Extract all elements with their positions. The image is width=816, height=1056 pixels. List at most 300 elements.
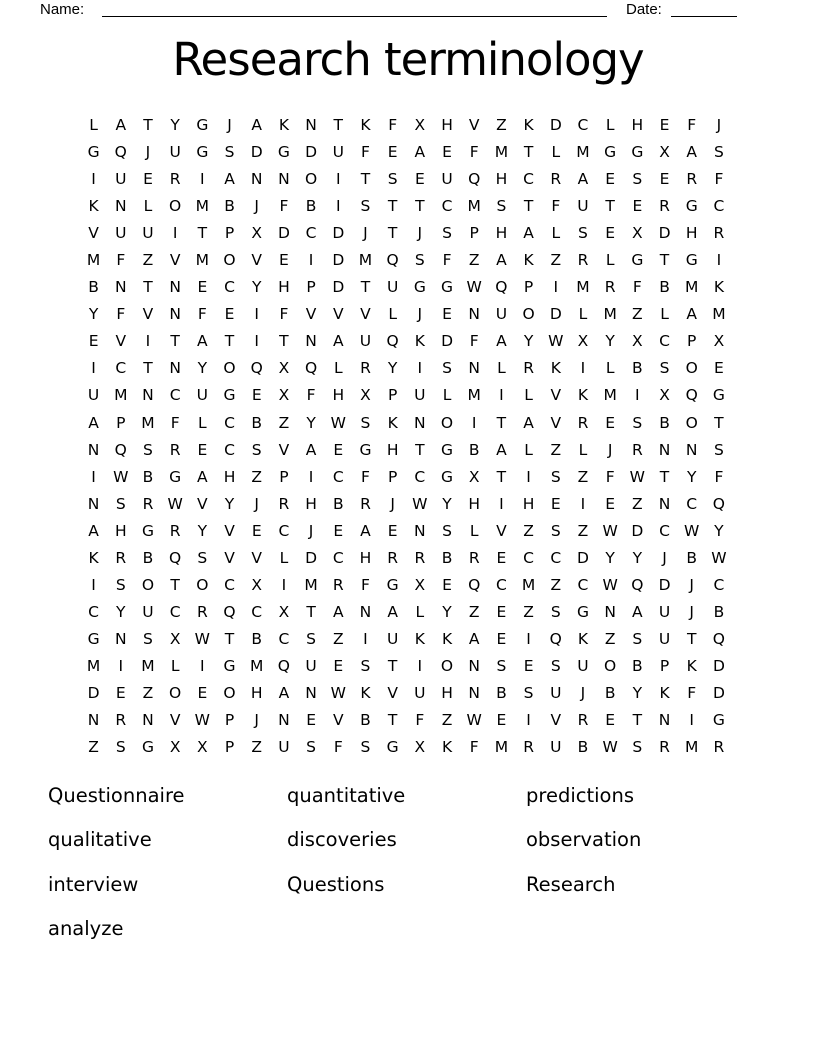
grid-cell: X: [360, 386, 371, 405]
grid-cell: G: [712, 711, 725, 730]
grid-cell: B: [659, 413, 670, 432]
grid-cell: L: [279, 548, 289, 567]
grid-cell: T: [279, 332, 289, 351]
grid-cell: S: [550, 602, 561, 621]
grid-cell: C: [523, 170, 534, 189]
grid-cell: O: [440, 656, 454, 675]
grid-cell: G: [169, 467, 182, 486]
grid-cell: M: [195, 251, 210, 270]
grid-cell: A: [115, 116, 127, 134]
grid-cell: Z: [577, 467, 589, 486]
grid-cell: N: [658, 440, 671, 459]
grid-cell: Y: [251, 278, 262, 297]
word-list-item: Research: [526, 872, 616, 896]
grid-cell: T: [197, 224, 208, 243]
grid-cell: K: [414, 332, 425, 351]
grid-cell: Y: [306, 413, 316, 432]
grid-cell: T: [659, 467, 670, 486]
grid-cell: N: [305, 116, 317, 134]
grid-cell: V: [305, 305, 317, 324]
grid-cell: C: [332, 467, 344, 486]
grid-cell: C: [523, 548, 534, 567]
grid-cell: I: [254, 332, 259, 351]
name-blank-line[interactable]: [102, 0, 607, 17]
grid-cell: B: [360, 711, 371, 730]
grid-cell: U: [196, 386, 209, 405]
grid-cell: H: [685, 224, 698, 243]
grid-cell: A: [224, 170, 235, 189]
grid-cell: I: [526, 467, 531, 486]
grid-cell: F: [361, 143, 370, 162]
grid-row: [80, 734, 733, 761]
grid-cell: P: [659, 656, 670, 675]
grid-cell: V: [360, 305, 371, 324]
grid-cell: D: [277, 224, 290, 243]
grid-cell: L: [469, 521, 479, 540]
grid-cell: T: [333, 116, 344, 134]
grid-cell: G: [413, 278, 426, 297]
grid-cell: V: [387, 683, 398, 702]
word-list-column: [287, 774, 405, 907]
grid-cell: E: [550, 494, 561, 513]
grid-cell: E: [279, 251, 289, 270]
grid-cell: R: [169, 170, 181, 189]
grid-cell: F: [714, 170, 724, 189]
grid-cell: U: [658, 602, 671, 621]
grid-cell: F: [469, 143, 479, 162]
grid-cell: K: [278, 116, 289, 134]
grid-cell: A: [414, 143, 426, 162]
grid-cell: I: [689, 711, 694, 730]
grid-cell: A: [278, 683, 290, 702]
grid-cell: H: [332, 386, 345, 405]
grid-cell: V: [332, 711, 344, 730]
grid-cell: E: [714, 359, 724, 378]
grid-cell: U: [87, 386, 100, 405]
grid-cell: R: [360, 359, 371, 378]
grid-cell: A: [88, 413, 99, 432]
grid-cell: U: [577, 656, 589, 675]
grid-cell: W: [602, 738, 618, 757]
grid-cell: I: [580, 494, 586, 513]
grid-cell: F: [279, 197, 289, 216]
grid-cell: B: [441, 548, 453, 567]
grid-cell: R: [550, 170, 562, 189]
grid-cell: E: [659, 116, 670, 134]
grid-cell: R: [631, 440, 643, 459]
grid-cell: R: [278, 494, 290, 513]
grid-cell: A: [632, 602, 643, 621]
grid-cell: P: [523, 278, 534, 297]
grid-cell: S: [115, 494, 126, 513]
grid-cell: Q: [114, 143, 127, 162]
date-blank-line[interactable]: [671, 0, 737, 17]
grid-cell: U: [359, 332, 372, 351]
grid-cell: F: [469, 738, 479, 757]
grid-cell: J: [580, 683, 586, 702]
grid-cell: R: [659, 738, 670, 757]
grid-cell: B: [251, 629, 263, 648]
grid-cell: T: [170, 332, 180, 351]
grid-cell: A: [387, 602, 398, 621]
grid-cell: Q: [712, 494, 725, 513]
grid-cell: D: [631, 521, 644, 540]
grid-cell: G: [441, 278, 454, 297]
grid-cell: M: [86, 656, 101, 675]
grid-cell: R: [387, 548, 399, 567]
grid-cell: I: [417, 359, 423, 378]
grid-cell: A: [577, 170, 589, 189]
grid-cell: D: [658, 575, 671, 594]
grid-cell: L: [551, 143, 561, 162]
grid-cell: C: [686, 494, 698, 513]
grid-cell: W: [602, 521, 618, 540]
grid-cell: K: [360, 683, 371, 702]
grid-cell: N: [169, 278, 181, 297]
grid-cell: R: [713, 224, 725, 243]
grid-cell: Z: [604, 629, 616, 648]
grid-cell: L: [524, 440, 533, 459]
grid-cell: S: [550, 656, 561, 675]
grid-cell: E: [333, 521, 344, 540]
grid-cell: S: [442, 521, 452, 540]
word-list-column: [526, 774, 641, 907]
grid-cell: B: [713, 602, 725, 621]
grid-cell: O: [141, 575, 155, 594]
grid-cell: E: [605, 170, 616, 189]
grid-cell: E: [605, 224, 616, 243]
grid-cell: Z: [523, 521, 534, 540]
grid-cell: V: [88, 224, 99, 243]
grid-cell: U: [305, 656, 317, 675]
grid-cell: L: [89, 116, 98, 134]
grid-cell: H: [359, 548, 372, 567]
grid-cell: L: [198, 413, 207, 432]
grid-cell: I: [363, 629, 368, 648]
grid-cell: K: [550, 359, 561, 378]
grid-cell: V: [251, 548, 263, 567]
grid-cell: O: [223, 359, 236, 378]
grid-cell: R: [196, 602, 208, 621]
grid-cell: A: [360, 521, 371, 540]
grid-cell: W: [629, 467, 645, 486]
grid-cell: I: [716, 251, 722, 270]
grid-cell: E: [333, 656, 344, 675]
grid-cell: Y: [523, 332, 534, 351]
grid-cell: H: [468, 494, 481, 513]
grid-cell: R: [332, 575, 344, 594]
grid-cell: L: [524, 386, 533, 405]
grid-cell: S: [632, 413, 643, 432]
grid-row: [80, 139, 733, 166]
grid-cell: Y: [197, 521, 208, 540]
grid-cell: T: [605, 197, 615, 216]
grid-cell: S: [550, 521, 561, 540]
grid-cell: E: [442, 143, 452, 162]
grid-cell: Z: [142, 683, 154, 702]
grid-cell: U: [414, 683, 426, 702]
grid-cell: E: [442, 305, 452, 324]
grid-cell: S: [251, 440, 262, 459]
grid-cell: B: [305, 197, 317, 216]
grid-cell: E: [251, 521, 262, 540]
grid-cell: U: [441, 170, 453, 189]
grid-cell: C: [414, 467, 426, 486]
grid-cell: A: [197, 467, 208, 486]
grid-cell: E: [496, 711, 507, 730]
grid-cell: R: [523, 738, 534, 757]
grid-cell: J: [254, 197, 259, 216]
grid-cell: J: [662, 548, 667, 567]
grid-cell: Q: [468, 170, 481, 189]
grid-cell: W: [194, 711, 210, 730]
grid-cell: B: [251, 413, 263, 432]
grid-cell: Q: [631, 575, 644, 594]
grid-cell: U: [550, 738, 562, 757]
grid-cell: G: [87, 143, 100, 162]
grid-cell: X: [414, 116, 426, 134]
grid-cell: T: [360, 170, 371, 189]
grid-cell: X: [414, 738, 426, 757]
grid-cell: K: [88, 197, 99, 216]
grid-cell: H: [631, 116, 644, 134]
grid-cell: R: [604, 278, 616, 297]
grid-cell: C: [278, 629, 290, 648]
grid-cell: F: [687, 116, 697, 134]
grid-cell: Z: [278, 413, 290, 432]
grid-cell: M: [141, 656, 155, 675]
grid-cell: A: [197, 332, 208, 351]
grid-cell: G: [685, 197, 698, 216]
grid-cell: G: [141, 738, 154, 757]
grid-cell: J: [417, 305, 423, 324]
grid-cell: I: [499, 386, 504, 405]
grid-cell: W: [466, 278, 482, 297]
grid-cell: T: [496, 467, 507, 486]
grid-cell: Q: [495, 278, 508, 297]
grid-cell: H: [223, 467, 236, 486]
grid-cell: Z: [468, 602, 480, 621]
grid-cell: L: [605, 359, 615, 378]
grid-cell: T: [686, 629, 697, 648]
grid-cell: W: [330, 683, 346, 702]
grid-cell: M: [603, 305, 617, 324]
grid-cell: G: [223, 656, 236, 675]
grid-cell: S: [360, 197, 371, 216]
grid-row: [80, 382, 733, 409]
grid-cell: I: [335, 170, 341, 189]
grid-cell: L: [143, 197, 153, 216]
grid-cell: Q: [549, 629, 562, 648]
grid-cell: B: [632, 359, 643, 378]
grid-cell: M: [195, 197, 210, 216]
grid-cell: D: [305, 143, 318, 162]
grid-cell: Y: [605, 332, 615, 351]
grid-cell: X: [659, 386, 670, 405]
grid-cell: S: [550, 467, 561, 486]
grid-cell: K: [360, 116, 371, 134]
grid-cell: I: [145, 332, 151, 351]
grid-cell: V: [224, 521, 235, 540]
grid-cell: R: [142, 494, 154, 513]
grid-cell: E: [224, 305, 235, 324]
grid-cell: G: [386, 738, 399, 757]
grid-cell: O: [604, 656, 617, 675]
grid-cell: G: [685, 251, 698, 270]
grid-cell: U: [658, 629, 671, 648]
grid-cell: L: [497, 359, 506, 378]
grid-cell: S: [442, 224, 452, 243]
grid-cell: Y: [714, 521, 724, 540]
grid-cell: Y: [605, 548, 615, 567]
grid-cell: E: [88, 332, 99, 351]
grid-cell: P: [687, 332, 697, 351]
grid-cell: E: [605, 413, 616, 432]
grid-row: [80, 599, 733, 626]
grid-cell: Z: [577, 521, 589, 540]
grid-cell: S: [632, 738, 643, 757]
grid-cell: U: [495, 305, 508, 324]
puzzle-title: Research terminology: [172, 33, 644, 86]
grid-row: [80, 626, 733, 653]
grid-cell: A: [686, 143, 698, 162]
grid-cell: A: [523, 413, 534, 432]
grid-cell: J: [417, 224, 423, 243]
grid-cell: Q: [386, 251, 399, 270]
grid-cell: W: [412, 494, 428, 513]
grid-cell: T: [415, 440, 425, 459]
grid-cell: S: [659, 359, 670, 378]
grid-cell: K: [686, 656, 697, 675]
grid-cell: M: [86, 251, 101, 270]
grid-cell: Y: [686, 467, 697, 486]
grid-cell: S: [360, 656, 371, 675]
grid-cell: R: [468, 548, 480, 567]
grid-cell: E: [143, 170, 153, 189]
grid-cell: Y: [387, 359, 398, 378]
grid-cell: Z: [496, 116, 507, 134]
grid-cell: Z: [468, 251, 480, 270]
grid-row: [80, 680, 733, 707]
grid-cell: K: [441, 738, 453, 757]
grid-cell: A: [496, 332, 507, 351]
grid-cell: C: [495, 575, 507, 594]
grid-cell: K: [441, 629, 453, 648]
grid-cell: H: [441, 683, 453, 702]
grid-cell: D: [87, 683, 100, 702]
word-list-item: Questionnaire: [48, 784, 185, 807]
grid-row: [80, 491, 733, 518]
grid-cell: N: [604, 602, 616, 621]
grid-cell: S: [387, 170, 398, 189]
grid-cell: G: [712, 386, 725, 405]
grid-cell: C: [659, 332, 670, 351]
grid-cell: N: [658, 494, 671, 513]
grid-cell: B: [88, 278, 99, 297]
grid-cell: E: [496, 629, 507, 648]
grid-cell: S: [414, 251, 425, 270]
grid-cell: I: [200, 170, 205, 189]
grid-row: [80, 355, 733, 382]
grid-cell: S: [496, 656, 507, 675]
grid-cell: C: [88, 602, 99, 621]
grid-cell: U: [142, 224, 154, 243]
grid-row: [80, 572, 733, 599]
grid-cell: F: [170, 413, 180, 432]
grid-cell: J: [607, 440, 613, 459]
grid-cell: G: [359, 440, 372, 459]
grid-cell: M: [576, 278, 590, 297]
grid-cell: K: [523, 116, 534, 134]
grid-cell: G: [223, 386, 236, 405]
grid-cell: N: [169, 305, 181, 324]
grid-cell: P: [279, 467, 289, 486]
grid-cell: D: [332, 278, 345, 297]
grid-cell: C: [550, 548, 562, 567]
grid-cell: I: [471, 413, 477, 432]
grid-cell: Y: [197, 359, 208, 378]
grid-cell: X: [577, 332, 589, 351]
grid-cell: U: [386, 278, 399, 297]
grid-row: [80, 220, 733, 247]
grid-cell: T: [387, 224, 398, 243]
grid-cell: S: [224, 143, 235, 162]
grid-cell: P: [224, 738, 235, 757]
grid-row: [80, 437, 733, 464]
grid-cell: G: [87, 629, 100, 648]
grid-cell: B: [686, 548, 698, 567]
grid-cell: P: [224, 711, 235, 730]
word-list-item: observation: [526, 828, 642, 852]
grid-cell: L: [442, 386, 452, 405]
grid-cell: A: [251, 116, 263, 134]
grid-cell: C: [251, 602, 263, 621]
grid-cell: O: [223, 251, 236, 270]
grid-cell: B: [632, 656, 643, 675]
grid-cell: C: [577, 575, 589, 594]
grid-cell: P: [224, 224, 235, 243]
grid-cell: F: [279, 305, 289, 324]
grid-cell: C: [224, 278, 235, 297]
grid-cell: Z: [550, 575, 562, 594]
grid-cell: G: [631, 143, 644, 162]
grid-cell: G: [576, 602, 589, 621]
grid-cell: R: [523, 359, 534, 378]
grid-cell: G: [141, 521, 154, 540]
grid-cell: L: [578, 305, 588, 324]
grid-cell: C: [332, 548, 344, 567]
grid-cell: M: [358, 251, 373, 270]
grid-cell: H: [441, 116, 453, 134]
grid-cell: S: [713, 440, 724, 459]
grid-cell: V: [115, 332, 127, 351]
grid-cell: R: [169, 521, 181, 540]
grid-cell: V: [496, 521, 507, 540]
grid-cell: F: [632, 278, 642, 297]
grid-cell: W: [684, 521, 700, 540]
grid-cell: G: [604, 143, 617, 162]
grid-cell: U: [115, 170, 127, 189]
grid-cell: M: [603, 386, 617, 405]
grid-cell: I: [91, 467, 96, 486]
grid-cell: N: [414, 413, 426, 432]
grid-cell: K: [659, 683, 670, 702]
grid-cell: Z: [632, 305, 643, 324]
date-label: Date:: [626, 1, 662, 18]
grid-cell: R: [659, 197, 670, 216]
grid-cell: K: [88, 548, 99, 567]
word-search-grid: [80, 112, 733, 761]
